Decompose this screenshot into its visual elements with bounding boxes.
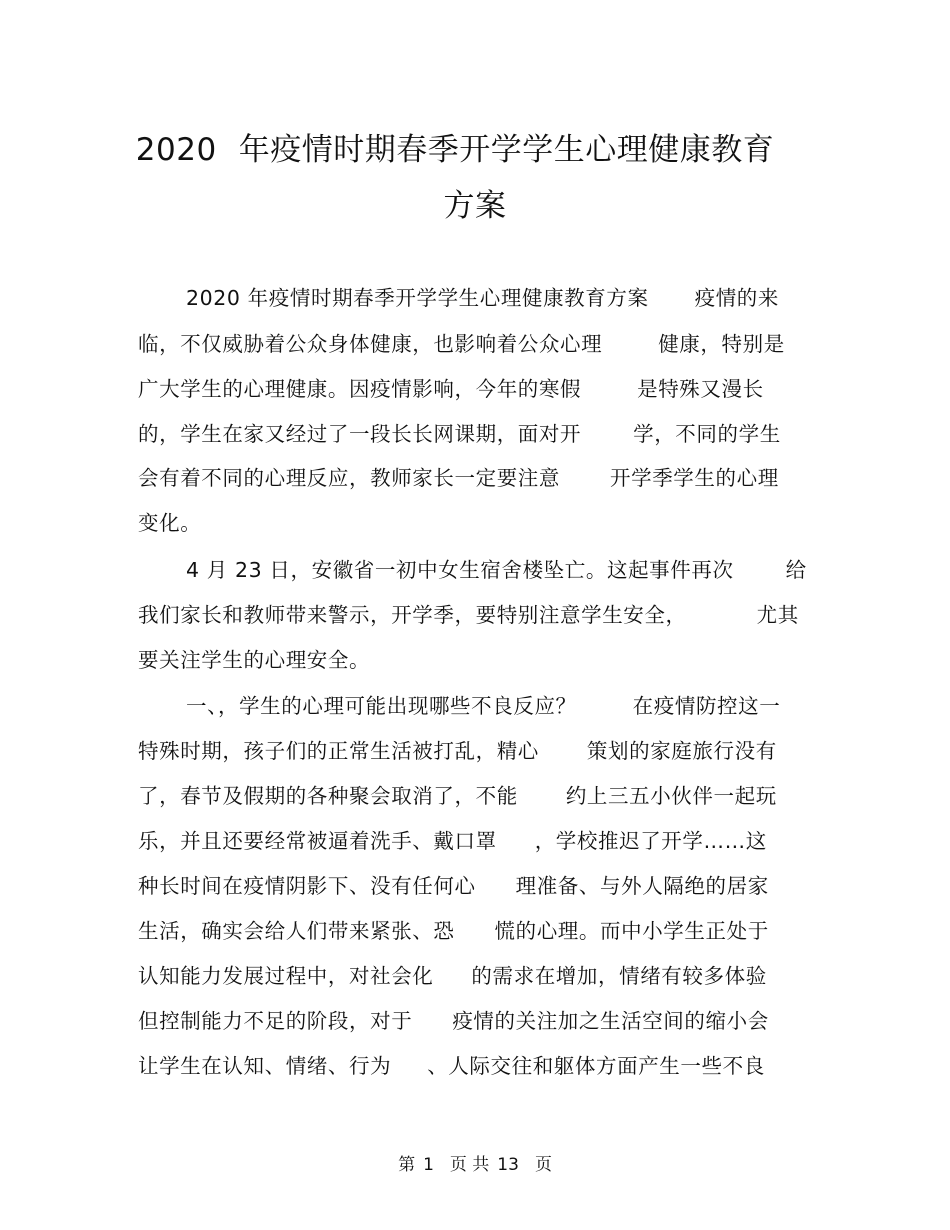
body-text: 特殊时期，孩子们的正常生活被打乱，精心 bbox=[138, 739, 539, 763]
body-text: 我们家长和教师带来警示，开学季，要特别注意学生安全， bbox=[138, 603, 687, 627]
body-line bbox=[138, 646, 370, 674]
page-total: 13 bbox=[497, 1155, 519, 1175]
body-text: 让学生在认知、情绪、行为 bbox=[138, 1054, 392, 1078]
body-text: 了，春节及假期的各种聚会取消了，不能 bbox=[138, 784, 518, 808]
document-title-line2: 方案 bbox=[443, 188, 507, 224]
body-text: 学，不同的学生 bbox=[633, 422, 781, 446]
body-text: 策划的家庭旅行没有 bbox=[586, 739, 777, 763]
body-line bbox=[138, 601, 799, 629]
body-text: 开学季学生的心理 bbox=[610, 466, 779, 490]
body-text: 健康，特别是 bbox=[658, 332, 785, 356]
body-text: 4 月 23 日，安徽省一初中女生宿舍楼坠亡。这起事件再次 bbox=[186, 558, 734, 582]
body-line bbox=[138, 420, 781, 448]
body-text: 、人际交往和躯体方面产生一些不良 bbox=[427, 1054, 765, 1078]
body-text: 理准备、与外人隔绝的居家 bbox=[515, 874, 769, 898]
document-title-line1 bbox=[0, 130, 930, 170]
body-line bbox=[138, 827, 767, 855]
body-text: 要关注学生的心理安全。 bbox=[138, 648, 371, 672]
body-line bbox=[138, 509, 201, 537]
page-suffix: 页 bbox=[534, 1155, 552, 1175]
page-number: 1 bbox=[423, 1155, 434, 1175]
body-text: 的需求在增加，情绪有较多体验 bbox=[471, 964, 767, 988]
page-prefix: 第 bbox=[398, 1155, 416, 1175]
body-text: 但控制能力不足的阶段，对于 bbox=[138, 1009, 413, 1033]
body-text: 种长时间在疫情阴影下、没有任何心 bbox=[138, 874, 476, 898]
body-line bbox=[138, 872, 769, 900]
body-text: 变化。 bbox=[138, 511, 202, 535]
page-mid: 页 共 bbox=[449, 1155, 490, 1175]
body-text: 疫情的关注加之生活空间的缩小会 bbox=[452, 1009, 769, 1033]
body-text: 生活，确实会给人们带来紧张、恐 bbox=[138, 919, 455, 943]
title-text: 年疫情时期春季开学学生心理健康教育 bbox=[238, 132, 775, 168]
body-line bbox=[138, 1052, 765, 1080]
body-text: 在疫情防控这一 bbox=[632, 694, 781, 718]
body-line bbox=[138, 375, 764, 403]
body-text: ，学校推迟了开学……这 bbox=[534, 829, 767, 853]
body-text: 临，不仅威胁着公众身体健康，也影响着公众心理 bbox=[138, 332, 603, 356]
body-text: 一、，学生的心理可能出现哪些不良反应？ bbox=[186, 694, 577, 718]
title-year: 2020 bbox=[135, 132, 217, 168]
body-text: 乐，并且还要经常被逼着洗手、戴口罩 bbox=[138, 829, 497, 853]
body-text: 会有着不同的心理反应，教师家长一定要注意 bbox=[138, 466, 560, 490]
body-line bbox=[138, 737, 777, 765]
body-line bbox=[186, 692, 780, 720]
body-line bbox=[138, 917, 769, 945]
body-text: 疫情的来 bbox=[694, 286, 779, 310]
body-line bbox=[138, 962, 767, 990]
body-line bbox=[138, 1007, 769, 1035]
body-line bbox=[138, 782, 777, 810]
body-line bbox=[138, 464, 779, 492]
body-text: 广大学生的心理健康。因疫情影响，今年的寒假 bbox=[138, 377, 582, 401]
body-text: 2020 年疫情时期春季开学学生心理健康教育方案 bbox=[186, 286, 649, 310]
body-text: 的，学生在家又经过了一段长长网课期，面对开 bbox=[138, 422, 582, 446]
body-text: 慌的心理。而中小学生正处于 bbox=[494, 919, 769, 943]
body-text: 是特殊又漫长 bbox=[637, 377, 764, 401]
body-line bbox=[138, 330, 785, 358]
body-line bbox=[186, 284, 779, 312]
body-text: 给 bbox=[785, 558, 807, 582]
body-text: 约上三五小伙伴一起玩 bbox=[565, 784, 777, 808]
page-footer bbox=[0, 1153, 950, 1177]
body-line bbox=[186, 556, 807, 584]
body-text: 尤其 bbox=[756, 603, 799, 627]
body-text: 认知能力发展过程中，对社会化 bbox=[138, 964, 434, 988]
